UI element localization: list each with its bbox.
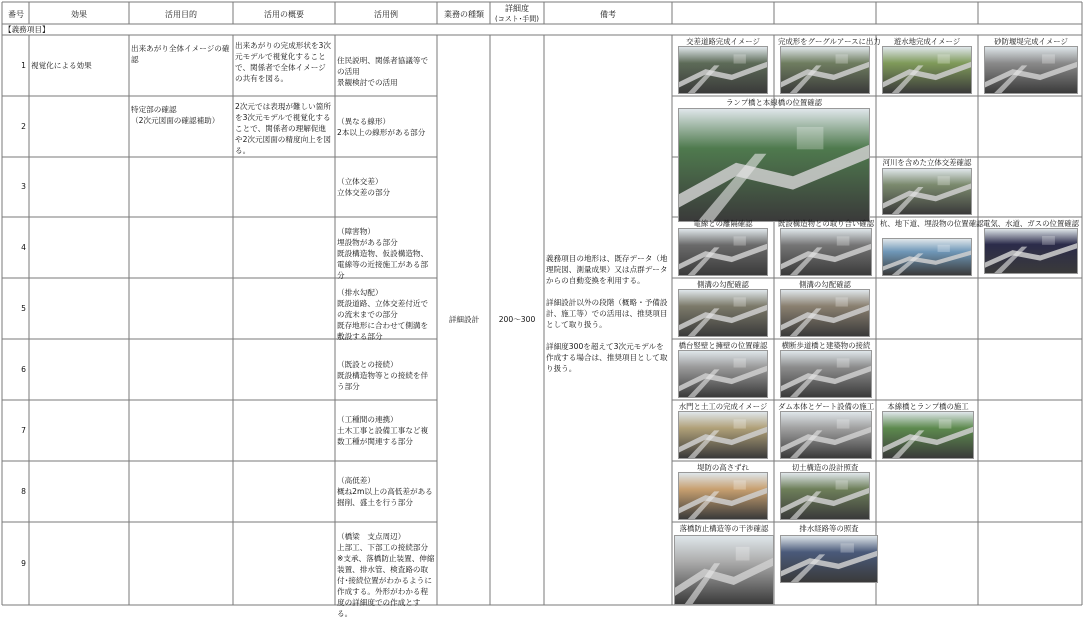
image-caption: 水門と土工の完成イメージ	[678, 402, 768, 411]
row-example: （工種間の連携） 土木工事と設備工事など複数工種が関連する部分	[337, 415, 429, 446]
model-render-image	[882, 168, 972, 215]
row-number: 2	[21, 121, 26, 131]
detail-level-value: 200～300	[498, 315, 536, 324]
image-caption: 横断歩道橋と建築物の接続	[781, 341, 871, 350]
image-caption: 電気、水道、ガスの位置確認	[982, 219, 1080, 228]
model-render-image	[984, 228, 1078, 274]
row-number: 9	[21, 558, 26, 568]
image-caption: 交差道路完成イメージ	[686, 37, 760, 46]
image-caption: 杭、地下道、埋設物の位置確認	[880, 219, 984, 228]
image-caption: 橋台竪壁と擁壁の位置確認	[678, 341, 768, 350]
model-render-image	[678, 46, 768, 94]
image-caption: 側溝の勾配確認	[799, 280, 851, 289]
row-example: （既設との接続） 既設構造物等との接続を伴う部分	[337, 359, 429, 391]
header-detail-level-sub: (コスト･手間)	[495, 15, 539, 23]
row-purpose: 出来あがり全体イメージの確認	[131, 44, 230, 64]
row-number: 4	[21, 242, 26, 252]
image-caption: 本線橋とランプ橋の施工	[887, 402, 969, 411]
model-render-image	[780, 350, 872, 398]
model-render-image	[882, 238, 972, 276]
model-render-image	[984, 46, 1078, 94]
row-effect: 視覚化による効果	[31, 60, 92, 70]
model-render-image	[678, 350, 768, 398]
model-render-image	[780, 472, 870, 520]
header-example: 活用例	[374, 10, 398, 19]
row-overview: 2次元では表現が難しい箇所を3次元モデルで視覚化することで、関係者の理解促進や2次元図面の精度向上を図る。	[235, 102, 331, 155]
image-caption: 排水経路等の照査	[799, 524, 859, 533]
image-caption: ランプ橋と本線橋の位置確認	[725, 98, 823, 107]
model-render-image	[678, 108, 870, 222]
row-example: （障害物） 埋設物がある部分 既設構造物、仮設構造物、電線等の近接施工がある部分	[337, 226, 429, 280]
image-caption: 完成形をグーグルアースに出力	[778, 37, 881, 46]
model-render-image	[780, 535, 878, 583]
image-caption: 電線との離隔確認	[693, 219, 753, 228]
task-type-value: 詳細設計	[448, 315, 480, 324]
row-number: 3	[21, 182, 26, 191]
image-caption: 砂防堰堤完成イメージ	[994, 37, 1068, 46]
row-example: （橋梁 支点周辺） 上部工、下部工の接続部分 ※支承、落橋防止装置、伸縮装置、排水管、検査路の取付･接続位置がわかるように作成する。外形がわかる程度の詳細度での作成とする。	[337, 531, 435, 618]
model-render-image	[678, 289, 768, 337]
image-caption: 河川を含めた立体交差確認	[882, 158, 972, 167]
model-render-image	[780, 228, 872, 276]
row-overview: 出来あがりの完成形状を3次元モデルで視覚化することで、関係者で全体イメージの共有を図る。	[235, 41, 331, 83]
row-number: 5	[21, 303, 26, 313]
row-purpose: 特定部の確認 （2次元図面の確認補助）	[131, 105, 220, 125]
header-task-type: 業務の種類	[444, 10, 484, 19]
row-example: （排水勾配） 既設道路、立体交差付近での流末までの部分 既存地形に合わせて側溝を敷設する部分	[337, 287, 429, 341]
remarks-text: 義務項目の地形は、既存データ（地理院図、測量成果）又は点群データからの自動変換を利用する。 詳細設計以外の段階（概略・予備設計、施工等）での活用は、推奨項目として取り扱う。 詳細度300を超えて3次元モデルを作成する場合は、推奨項目として取り扱う。	[546, 254, 668, 373]
image-caption: 既設構造物との取り合い確認	[778, 219, 875, 228]
header-effect: 効果	[71, 10, 87, 19]
row-example: （異なる線形） 2本以上の線形がある部分	[337, 116, 426, 137]
image-caption: 遊水地完成イメージ	[893, 37, 961, 46]
section-label: 【義務項目】	[4, 25, 50, 34]
image-caption: 堤防の高さずれ	[697, 463, 749, 472]
model-render-image	[674, 535, 774, 605]
header-overview: 活用の概要	[264, 10, 304, 19]
row-number: 6	[21, 364, 26, 374]
model-render-image	[882, 46, 972, 94]
image-caption: ダム本体とゲート設備の施工	[778, 402, 875, 411]
row-number: 8	[21, 486, 26, 496]
model-render-image	[780, 411, 872, 459]
header-no: 番号	[8, 10, 24, 19]
image-caption: 切土構造の設計照査	[791, 463, 859, 472]
header-detail-level: 詳細度	[505, 4, 529, 13]
row-number: 1	[21, 60, 26, 70]
header-purpose: 活用目的	[165, 10, 197, 19]
image-caption: 落橋防止構造等の干渉確認	[679, 524, 769, 533]
model-render-image	[882, 411, 974, 459]
model-render-image	[678, 411, 768, 459]
header-remarks: 備考	[600, 10, 616, 19]
image-caption: 側溝の勾配確認	[697, 280, 749, 289]
row-example: （高低差） 概ね2m以上の高低差がある掘削、盛土を行う部分	[337, 476, 433, 507]
model-render-image	[678, 472, 768, 520]
row-example: 住民説明、関係者協議等での活用 景観検討での活用	[337, 55, 429, 87]
row-example: （立体交差） 立体交差の部分	[337, 177, 391, 197]
model-render-image	[678, 228, 768, 276]
model-render-image	[780, 289, 870, 337]
row-number: 7	[21, 425, 26, 435]
model-render-image	[780, 46, 870, 94]
